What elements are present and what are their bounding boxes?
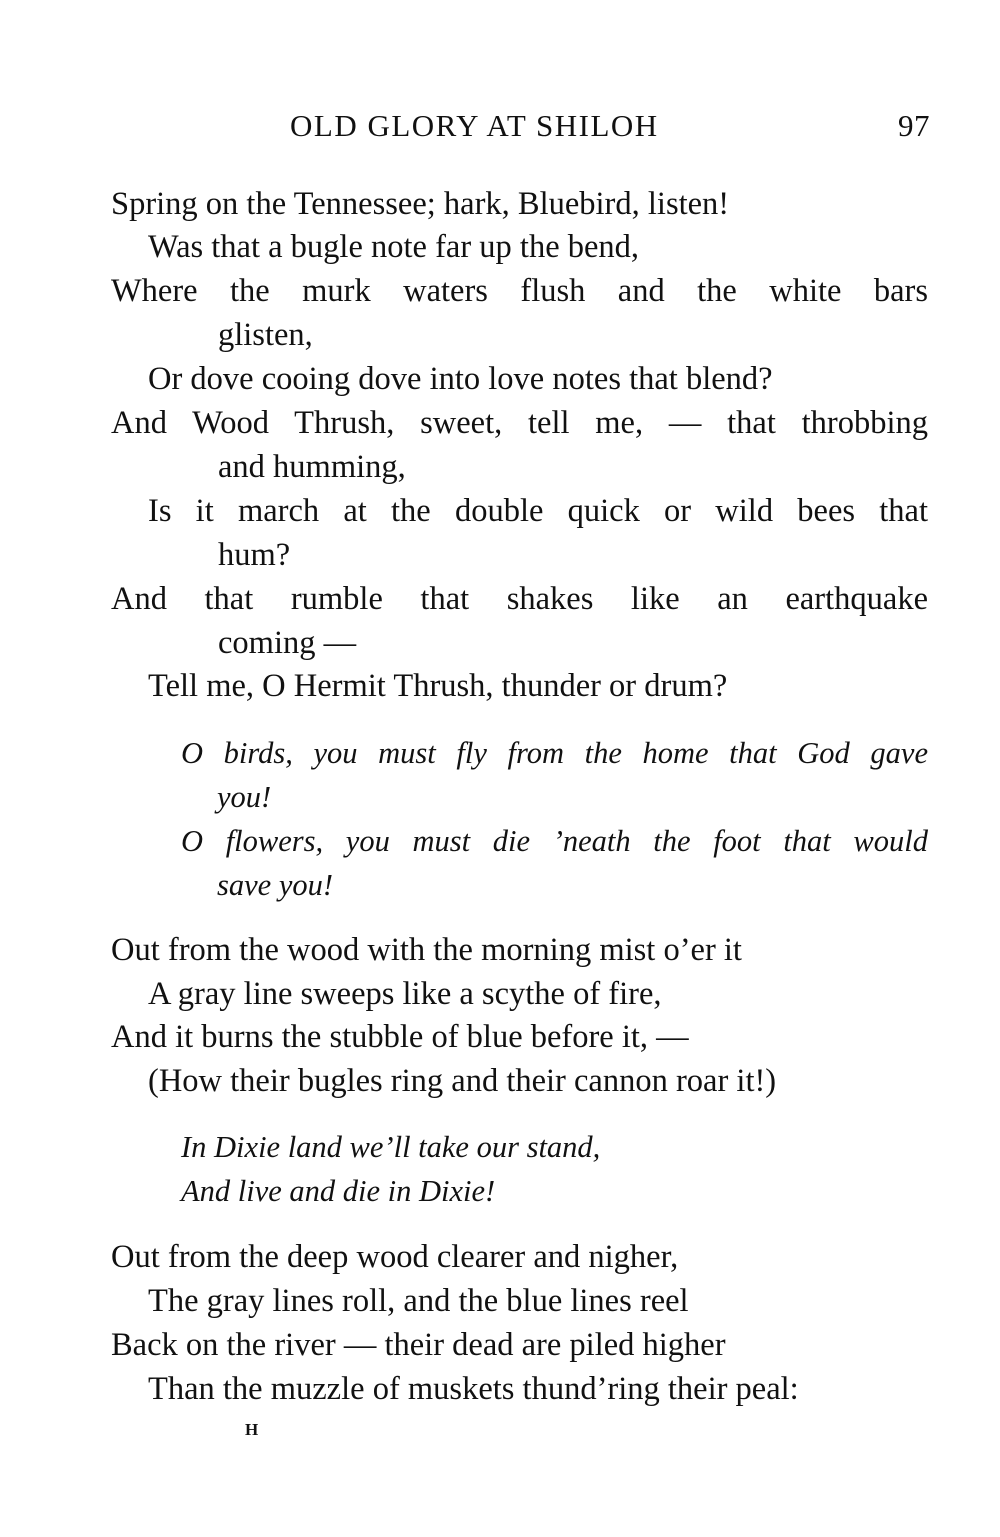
- poem-line-continuation: glisten,: [218, 317, 313, 353]
- page-number: 97: [898, 108, 930, 143]
- poem-line: Or dove cooing dove into love notes that blend?: [148, 361, 773, 397]
- signature-mark: H: [245, 1420, 260, 1439]
- poem-line: And Wood Thrush, sweet, tell me, — that throbbing: [111, 405, 928, 441]
- poem-line-continuation: coming —: [218, 625, 357, 661]
- poem-line: Is it march at the double quick or wild bees that: [148, 493, 928, 529]
- poem-line: The gray lines roll, and the blue lines reel: [148, 1283, 689, 1319]
- running-title: OLD GLORY AT SHILOH: [290, 108, 659, 143]
- poem-line: And it burns the stubble of blue before it, —: [111, 1019, 689, 1055]
- poem-line-continuation: save you!: [217, 868, 334, 902]
- poem-line: Than the muzzle of muskets thund’ring their peal:: [148, 1371, 799, 1407]
- poem-line: And that rumble that shakes like an earthquake: [111, 581, 928, 617]
- poem-line-continuation: hum?: [218, 537, 291, 573]
- poem-line: Where the murk waters flush and the white bars: [111, 273, 928, 309]
- poem-line-italic: O birds, you must fly from the home that God gave: [181, 736, 928, 770]
- poem-line: Out from the deep wood clearer and nigher,: [111, 1239, 679, 1275]
- poem-line: Out from the wood with the morning mist o’er it: [111, 932, 742, 968]
- poem-line: Back on the river — their dead are piled higher: [111, 1327, 726, 1363]
- poem-line-continuation: and humming,: [218, 449, 406, 485]
- poem-line-italic: O flowers, you must die ’neath the foot that would: [181, 824, 928, 858]
- page-header: [0, 108, 1000, 156]
- poem-line: (How their bugles ring and their cannon roar it!): [148, 1063, 777, 1099]
- poem-line: Spring on the Tennessee; hark, Bluebird, listen!: [111, 186, 730, 222]
- poem-line: Was that a bugle note far up the bend,: [148, 229, 640, 265]
- poem-line: A gray line sweeps like a scythe of fire,: [148, 976, 662, 1012]
- poem-line: Tell me, O Hermit Thrush, thunder or drum?: [148, 668, 728, 704]
- poem-line-italic: And live and die in Dixie!: [181, 1174, 496, 1208]
- poem-line-italic: In Dixie land we’ll take our stand,: [181, 1130, 601, 1164]
- poem-line-continuation: you!: [217, 780, 272, 814]
